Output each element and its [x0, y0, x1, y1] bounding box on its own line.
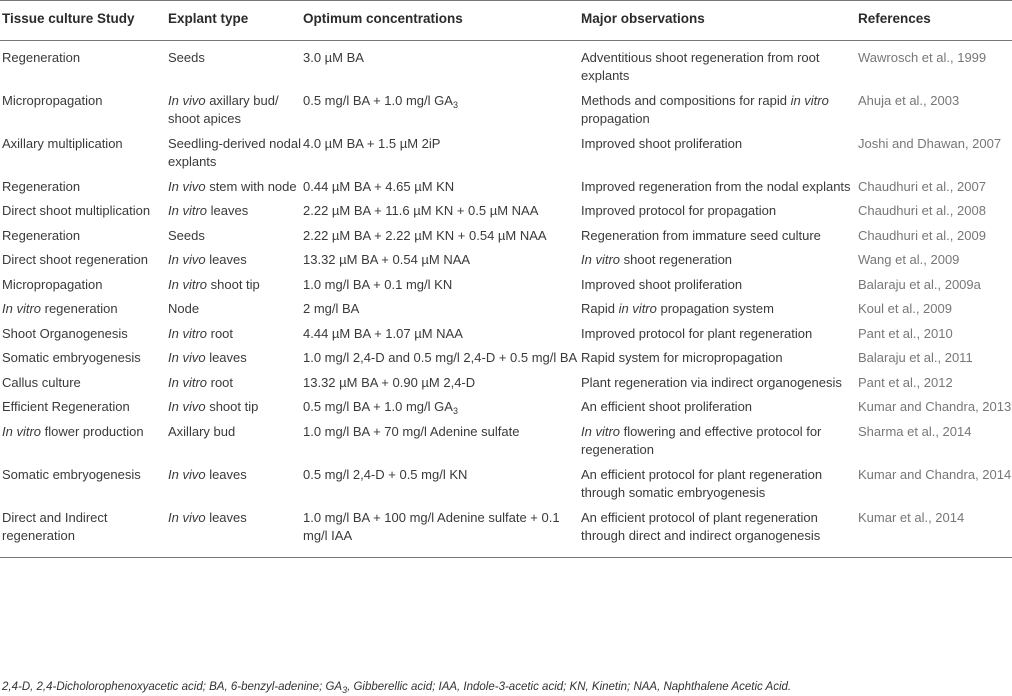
text-run: Direct shoot multiplication: [2, 203, 151, 218]
text-run: stem with node: [205, 178, 297, 194]
italic-text: In vitro: [2, 423, 42, 439]
text-run: 2 mg/l BA: [303, 301, 360, 316]
text-run: An efficient shoot proliferation: [581, 399, 753, 414]
header-row: [0, 1, 1012, 41]
explant-cell: [168, 372, 303, 397]
concentration-cell: [303, 421, 581, 464]
reference-cell: Wang et al., 2009: [858, 252, 960, 267]
observation-cell: [581, 40, 858, 90]
observation-cell: [581, 225, 858, 250]
text-run: 2.22 µM BA + 11.6 µM KN + 0.5 µM NAA: [303, 203, 539, 218]
reference-cell: Kumar and Chandra, 2014: [858, 466, 1012, 482]
italic-text: In vivo: [168, 252, 206, 267]
reference-cell: Joshi and Dhawan, 2007: [858, 135, 1002, 151]
text-run: Rapid system for micropropagation: [581, 350, 783, 365]
study-cell: [0, 507, 168, 558]
observation-cell: [581, 249, 858, 274]
italic-text: In vitro: [168, 325, 208, 341]
table-row: [0, 249, 1012, 274]
text-run: 2.22 µM BA + 2.22 µM KN + 0.54 µM NAA: [303, 227, 547, 243]
text-run: 0.5 mg/l 2,4-D + 0.5 mg/l KN: [303, 466, 468, 482]
reference-cell: Wawrosch et al., 1999: [858, 49, 987, 65]
observation-cell: [581, 372, 858, 397]
observation-cell: [581, 133, 858, 176]
table-body: [0, 40, 1012, 557]
concentration-cell: [303, 133, 581, 176]
explant-cell: [168, 40, 303, 90]
observation-cell: [581, 421, 858, 464]
concentration-cell: [303, 200, 581, 225]
italic-text: In vivo: [168, 399, 206, 414]
text-run: Axillary multiplication: [2, 135, 123, 151]
reference-cell: Chaudhuri et al., 2008: [858, 203, 986, 218]
text-run: Somatic embryogenesis: [2, 350, 141, 365]
text-run: 0.44 µM BA + 4.65 µM KN: [303, 178, 455, 194]
italic-text: In vivo: [168, 350, 206, 365]
text-run: 0.5 mg/l BA + 1.0 mg/l GA: [303, 92, 453, 108]
italic-text: In vitro: [581, 252, 621, 267]
table-row: [0, 274, 1012, 299]
explant-cell: [168, 200, 303, 225]
text-run: An efficient protocol for plant regeneration through somatic embryogenesis: [581, 466, 823, 500]
header-observations: Major observations: [581, 1, 858, 41]
table-row: [0, 90, 1012, 133]
text-run: 2,4-D, 2,4-Dicholorophenoxyacetic acid; BA, 6-benzyl-adenine; GA: [2, 681, 343, 693]
study-cell: [0, 421, 168, 464]
header-study: Tissue culture Study: [0, 1, 168, 41]
reference-cell: Balaraju et al., 2011: [858, 350, 973, 365]
text-run: Adventitious shoot regeneration from root explants: [581, 49, 820, 83]
concentration-cell: [303, 507, 581, 558]
text-run: root: [207, 374, 234, 390]
study-cell: [0, 396, 168, 421]
explant-cell: [168, 396, 303, 421]
reference-cell: Koul et al., 2009: [858, 301, 952, 316]
text-run: 4.0 µM BA + 1.5 µM 2iP: [303, 135, 441, 151]
table-footnote: [2, 681, 791, 693]
table-row: [0, 200, 1012, 225]
text-run: leaves: [205, 509, 247, 525]
concentration-cell: [303, 464, 581, 507]
subscript-text: 3: [342, 685, 348, 695]
concentration-cell: [303, 90, 581, 133]
concentration-cell: [303, 274, 581, 299]
subscript-text: 3: [452, 406, 458, 416]
study-cell: [0, 90, 168, 133]
text-run: regeneration: [41, 301, 118, 316]
text-run: Regeneration: [2, 178, 81, 194]
text-run: Rapid: [581, 301, 619, 316]
italic-text: In vivo: [168, 178, 206, 194]
text-run: Somatic embryogenesis: [2, 466, 141, 482]
italic-text: In vivo: [168, 466, 206, 482]
text-run: propagation: [581, 111, 650, 126]
observation-cell: [581, 298, 858, 323]
text-run: An efficient protocol of plant regeneration through direct and indirect organogenesis: [581, 509, 821, 543]
reference-cell: Kumar et al., 2014: [858, 507, 1012, 558]
text-run: 1.0 mg/l BA + 0.1 mg/l KN: [303, 276, 453, 292]
concentration-cell: [303, 347, 581, 372]
study-cell: [0, 176, 168, 201]
text-run: 0.5 mg/l BA + 1.0 mg/l GA: [303, 399, 453, 414]
text-run: shoot tip: [207, 276, 260, 292]
italic-text: In vitro: [581, 423, 621, 439]
concentration-cell: [303, 298, 581, 323]
study-cell: [0, 40, 168, 90]
italic-text: In vivo: [168, 92, 206, 108]
reference-cell: Sharma et al., 2014: [858, 423, 972, 439]
study-cell: [0, 249, 168, 274]
concentration-cell: [303, 396, 581, 421]
italic-text: In vitro: [168, 203, 208, 218]
text-run: Node: [168, 301, 200, 316]
text-run: Improved regeneration from the nodal explants: [581, 178, 851, 194]
study-cell: [0, 323, 168, 348]
text-run: flower production: [41, 423, 144, 439]
text-run: 1.0 mg/l BA + 70 mg/l Adenine sulfate: [303, 423, 520, 439]
header-explant: Explant type: [168, 1, 303, 41]
text-run: root: [207, 325, 234, 341]
text-run: Micropropagation: [2, 276, 103, 292]
study-cell: [0, 133, 168, 176]
concentration-cell: [303, 225, 581, 250]
text-run: 13.32 µM BA + 0.54 µM NAA: [303, 252, 471, 267]
table-row: [0, 40, 1012, 90]
text-run: Improved shoot proliferation: [581, 276, 743, 292]
table-row: [0, 176, 1012, 201]
text-run: shoot tip: [205, 399, 259, 414]
text-run: Improved protocol for propagation: [581, 203, 777, 218]
text-run: Regeneration: [2, 49, 81, 65]
reference-cell: Pant et al., 2012: [858, 374, 953, 390]
concentration-cell: [303, 249, 581, 274]
table-row: [0, 421, 1012, 464]
table-header: [0, 1, 1012, 41]
study-cell: [0, 274, 168, 299]
explant-cell: [168, 507, 303, 558]
text-run: Regeneration: [2, 227, 81, 243]
explant-cell: [168, 464, 303, 507]
concentration-cell: [303, 323, 581, 348]
table-row: [0, 298, 1012, 323]
text-run: leaves: [205, 350, 247, 365]
observation-cell: [581, 323, 858, 348]
observation-cell: [581, 176, 858, 201]
text-run: leaves: [207, 203, 249, 218]
observation-cell: [581, 274, 858, 299]
text-run: Efficient Regeneration: [2, 399, 130, 414]
table-row: [0, 347, 1012, 372]
text-run: axillary bud/ shoot apices: [168, 92, 279, 126]
text-run: Improved shoot proliferation: [581, 135, 743, 151]
reference-cell: Chaudhuri et al., 2007: [858, 178, 986, 194]
text-run: propagation system: [656, 301, 774, 316]
explant-cell: [168, 249, 303, 274]
text-run: , Gibberellic acid; IAA, Indole-3-acetic acid; KN, Kinetin; NAA, Naphthalene Acetic Acid.: [347, 681, 792, 693]
explant-cell: [168, 176, 303, 201]
concentration-cell: [303, 372, 581, 397]
study-cell: [0, 225, 168, 250]
concentration-cell: [303, 40, 581, 90]
study-cell: [0, 298, 168, 323]
explant-cell: [168, 133, 303, 176]
text-run: Direct shoot regeneration: [2, 252, 148, 267]
reference-cell: Chaudhuri et al., 2009: [858, 227, 986, 243]
text-run: Plant regeneration via indirect organogenesis: [581, 374, 842, 390]
concentration-cell: [303, 176, 581, 201]
italic-text: In vitro: [2, 301, 42, 316]
observation-cell: [581, 464, 858, 507]
observation-cell: [581, 200, 858, 225]
header-references: References: [858, 1, 1012, 41]
study-cell: [0, 200, 168, 225]
italic-text: In vitro: [168, 374, 208, 390]
explant-cell: [168, 225, 303, 250]
text-run: Axillary bud: [168, 423, 236, 439]
study-cell: [0, 347, 168, 372]
reference-cell: Pant et al., 2010: [858, 325, 953, 341]
text-run: 1.0 mg/l 2,4-D and 0.5 mg/l 2,4-D + 0.5 mg/l BA: [303, 350, 578, 365]
table-row: [0, 133, 1012, 176]
table-row: [0, 225, 1012, 250]
text-run: flowering and effective protocol for regeneration: [581, 423, 822, 457]
text-run: leaves: [205, 252, 247, 267]
text-run: Seeds: [168, 227, 205, 243]
italic-text: In vitro: [168, 276, 208, 292]
table-row: [0, 464, 1012, 507]
table-row: [0, 396, 1012, 421]
table-row: [0, 323, 1012, 348]
text-run: Regeneration from immature seed culture: [581, 227, 821, 243]
reference-cell: Ahuja et al., 2003: [858, 92, 960, 108]
table-row: [0, 507, 1012, 558]
explant-cell: [168, 347, 303, 372]
text-run: 3.0 µM BA: [303, 49, 364, 65]
study-cell: [0, 372, 168, 397]
text-run: 4.44 µM BA + 1.07 µM NAA: [303, 325, 463, 341]
italic-text: in vitro: [790, 92, 829, 108]
text-run: Shoot Organogenesis: [2, 325, 128, 341]
text-run: 1.0 mg/l BA + 100 mg/l Adenine sulfate + 0.1 mg/l IAA: [303, 509, 560, 543]
text-run: leaves: [205, 466, 247, 482]
explant-cell: [168, 274, 303, 299]
explant-cell: [168, 323, 303, 348]
explant-cell: [168, 90, 303, 133]
text-run: 13.32 µM BA + 0.90 µM 2,4-D: [303, 374, 476, 390]
explant-cell: [168, 421, 303, 464]
observation-cell: [581, 507, 858, 558]
text-run: Direct and Indirect regeneration: [2, 509, 108, 543]
text-run: shoot regeneration: [620, 252, 733, 267]
text-run: Seedling-derived nodal explants: [168, 135, 301, 169]
explant-cell: [168, 298, 303, 323]
text-run: Seeds: [168, 49, 205, 65]
observation-cell: [581, 396, 858, 421]
text-run: Methods and compositions for rapid: [581, 92, 791, 108]
observation-cell: [581, 90, 858, 133]
subscript-text: 3: [452, 99, 458, 110]
text-run: Callus culture: [2, 374, 81, 390]
header-concentrations: Optimum concentrations: [303, 1, 581, 41]
study-cell: [0, 464, 168, 507]
reference-cell: Kumar and Chandra, 2013: [858, 399, 1012, 414]
observation-cell: [581, 347, 858, 372]
reference-cell: Balaraju et al., 2009a: [858, 276, 981, 292]
text-run: Improved protocol for plant regeneration: [581, 325, 813, 341]
table-row: [0, 372, 1012, 397]
italic-text: In vivo: [168, 509, 206, 525]
text-run: Micropropagation: [2, 92, 103, 108]
italic-text: in vitro: [618, 301, 657, 316]
